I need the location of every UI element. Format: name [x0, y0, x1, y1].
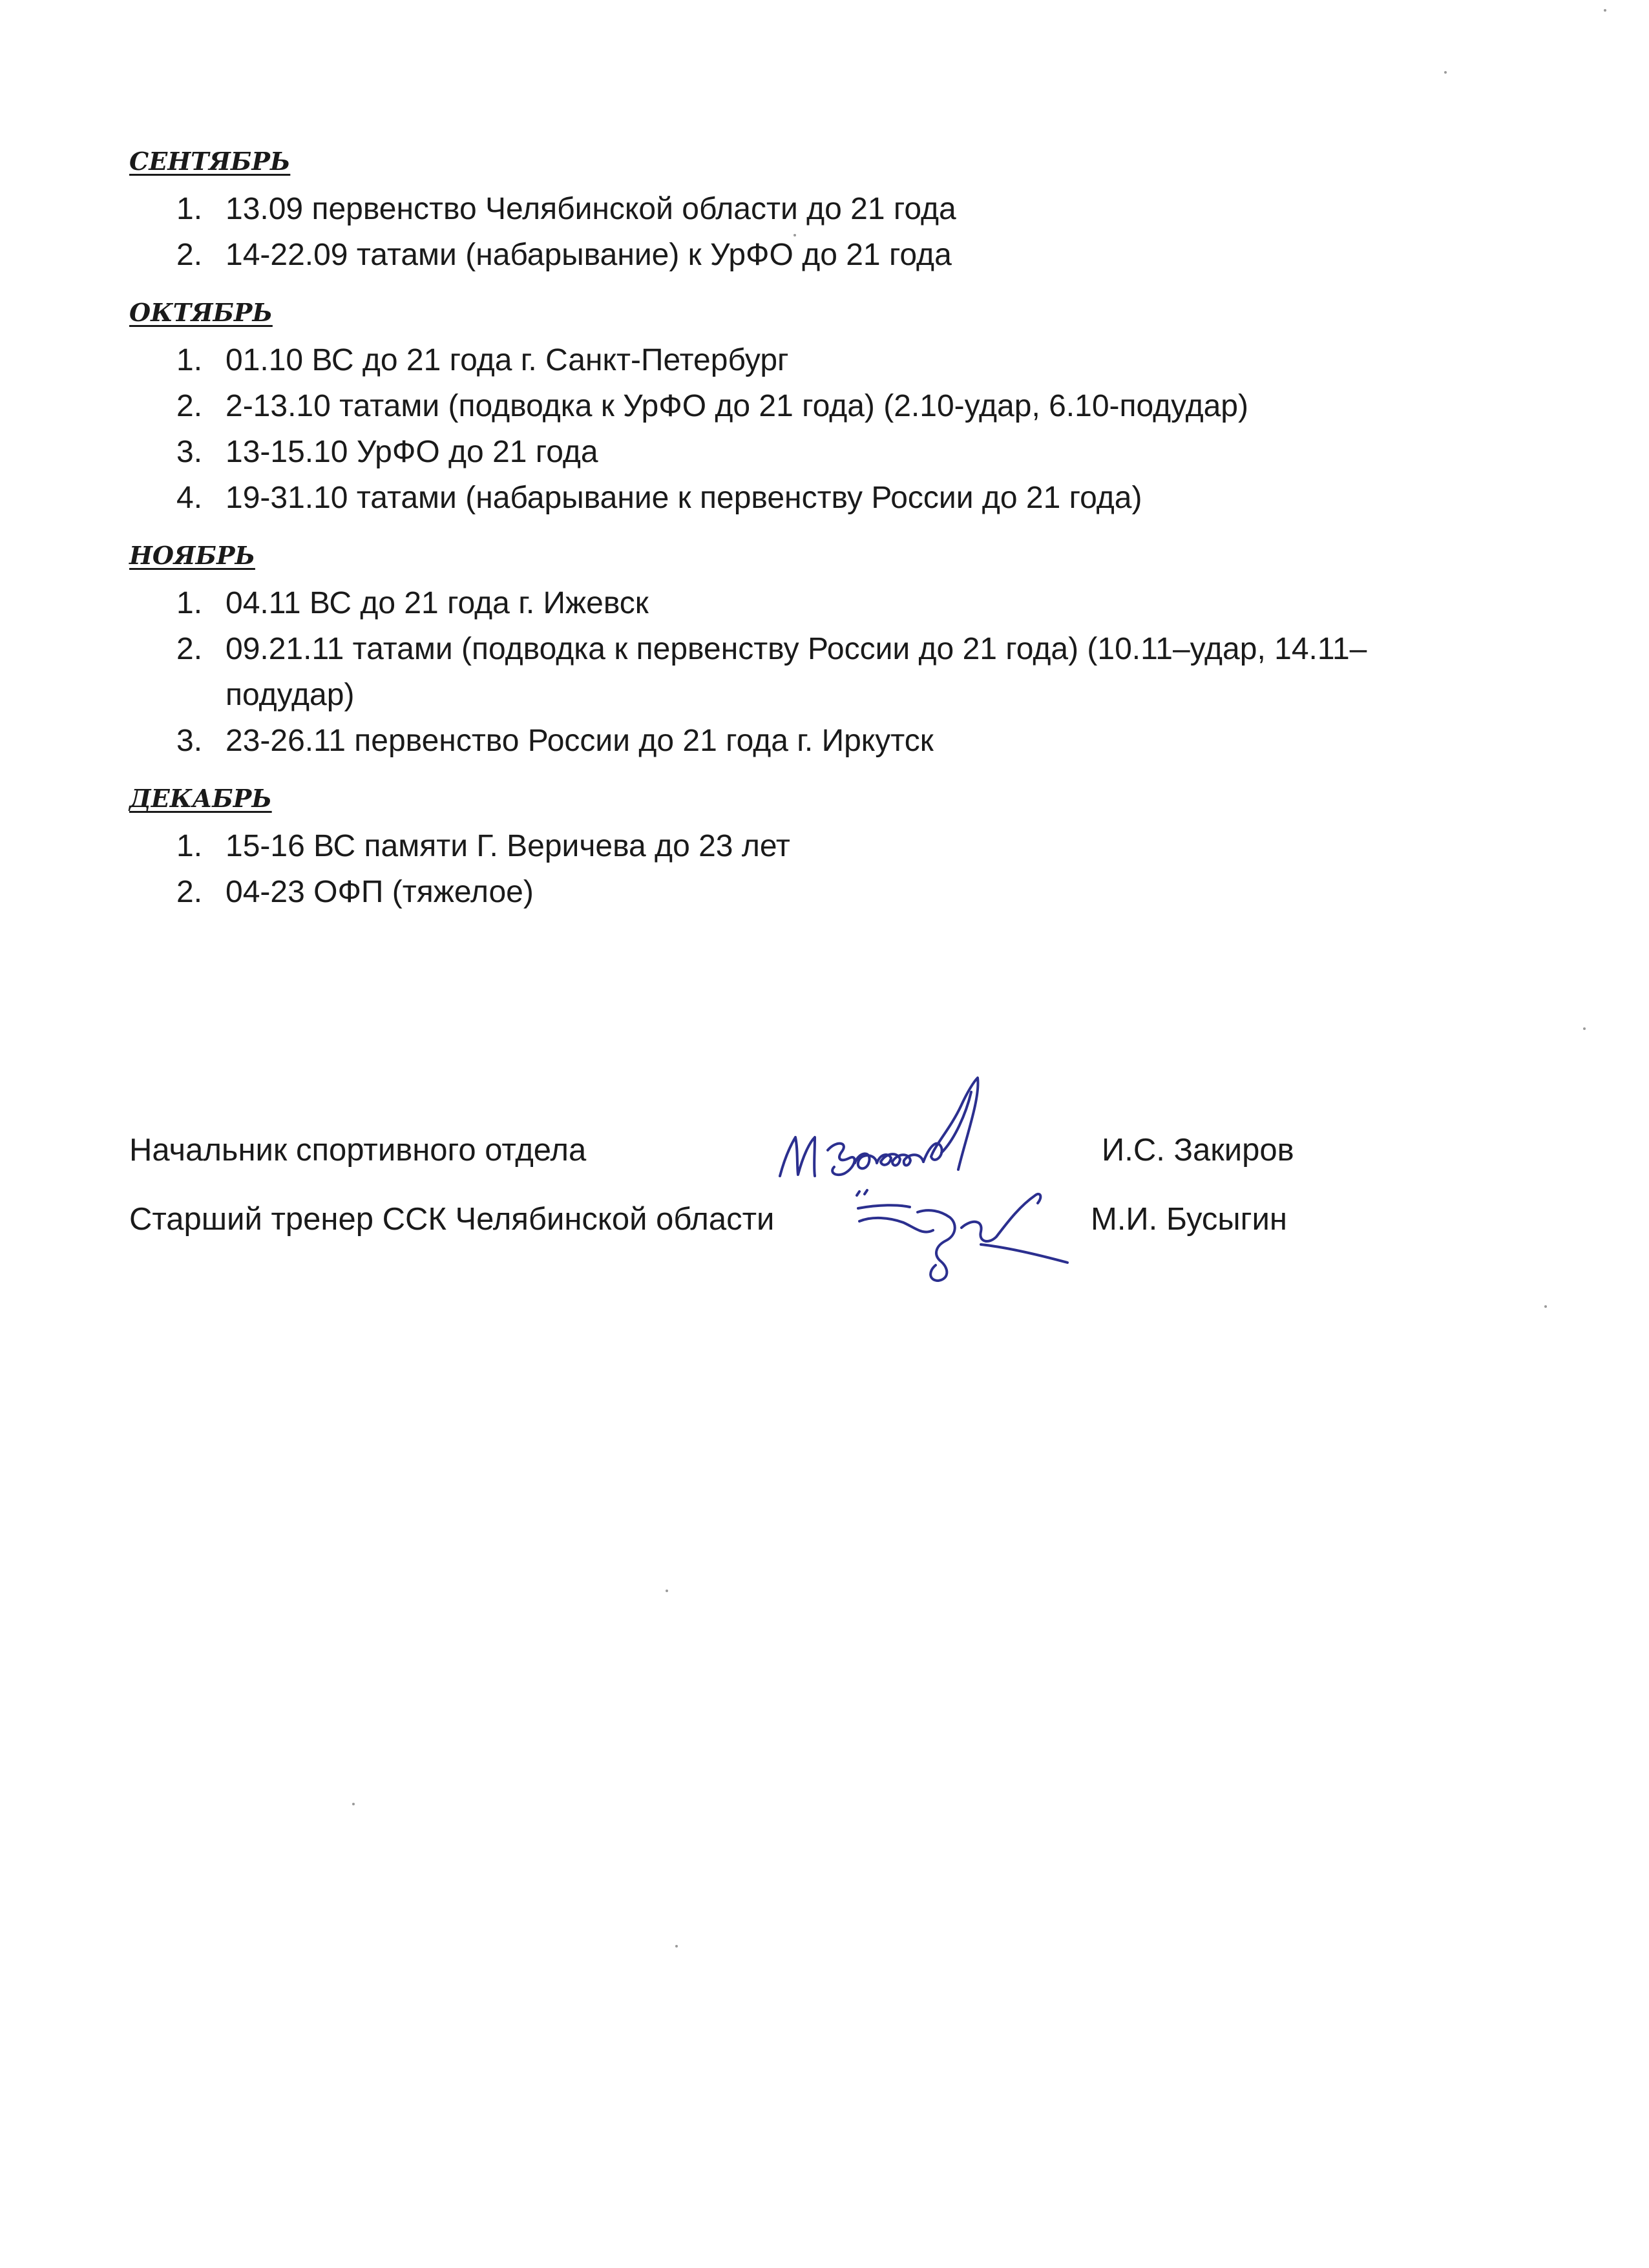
item-number: 2. [176, 238, 203, 272]
list-item [129, 186, 1486, 232]
list-item [129, 337, 1486, 383]
month-heading: СЕНТЯБРЬ [129, 147, 291, 176]
month-section-december [129, 781, 1486, 915]
schedule-content [129, 143, 1486, 932]
event-list [129, 337, 1486, 521]
item-number: 2. [176, 875, 203, 909]
event-list [129, 186, 1486, 278]
item-number: 3. [176, 435, 203, 469]
item-number: 3. [176, 724, 203, 758]
item-number: 2. [176, 389, 203, 423]
event-list [129, 580, 1486, 764]
handwritten-signature [853, 1182, 1073, 1286]
item-number: 2. [176, 632, 203, 666]
scan-speck [1544, 1305, 1547, 1308]
item-text: 19-31.10 татами (набарывание к первенству России до 21 года) [226, 481, 1142, 515]
list-item [129, 823, 1486, 869]
item-text: 15-16 ВС памяти Г. Веричева до 23 лет [226, 829, 790, 863]
list-item [129, 626, 1466, 718]
item-number: 4. [176, 481, 203, 515]
signatory-name: И.С. Закиров [1102, 1133, 1294, 1168]
scan-speck [675, 1945, 678, 1948]
month-section-september [129, 143, 1486, 278]
item-text: 13-15.10 УрФО до 21 года [226, 435, 598, 469]
signatory-position: Начальник спортивного отдела [129, 1133, 587, 1168]
item-number: 1. [176, 343, 203, 377]
list-item [129, 429, 1486, 475]
signatory-name: М.И. Бусыгин [1091, 1202, 1287, 1237]
scan-speck [793, 234, 796, 236]
scan-speck [1444, 71, 1447, 74]
item-text: 13.09 первенство Челябинской области до 21 года [226, 192, 956, 226]
item-text: 2-13.10 татами (подводка к УрФО до 21 года) (2.10-удар, 6.10-подудар) [226, 389, 1248, 423]
scan-speck [666, 1590, 668, 1592]
month-section-november [129, 538, 1486, 764]
item-text: 09.21.11 татами (подводка к первенству России до 21 года) (10.11–удар, 14.11–подудар) [226, 632, 1367, 712]
month-section-october [129, 295, 1486, 521]
list-item [129, 718, 1486, 764]
list-item [129, 475, 1486, 521]
item-text: 04.11 ВС до 21 года г. Ижевск [226, 586, 649, 620]
scan-speck [352, 1803, 355, 1805]
list-item [129, 232, 1486, 278]
scan-speck [1583, 1027, 1586, 1030]
item-number: 1. [176, 829, 203, 863]
list-item [129, 383, 1486, 429]
item-text: 14-22.09 татами (набарывание) к УрФО до 21 года [226, 238, 952, 272]
item-number: 1. [176, 586, 203, 620]
scan-speck [1604, 9, 1606, 12]
item-text: 01.10 ВС до 21 года г. Санкт-Петербург [226, 343, 789, 377]
month-heading: ДЕКАБРЬ [129, 784, 272, 813]
list-item [129, 580, 1486, 626]
month-heading: ОКТЯБРЬ [129, 298, 273, 327]
item-text: 23-26.11 первенство России до 21 года г. Иркутск [226, 724, 934, 758]
signatory-position: Старший тренер ССК Челябинской области [129, 1202, 775, 1237]
event-list [129, 823, 1486, 915]
list-item [129, 869, 1486, 915]
item-text: 04-23 ОФП (тяжелое) [226, 875, 534, 909]
month-heading: НОЯБРЬ [129, 541, 255, 570]
item-number: 1. [176, 192, 203, 226]
